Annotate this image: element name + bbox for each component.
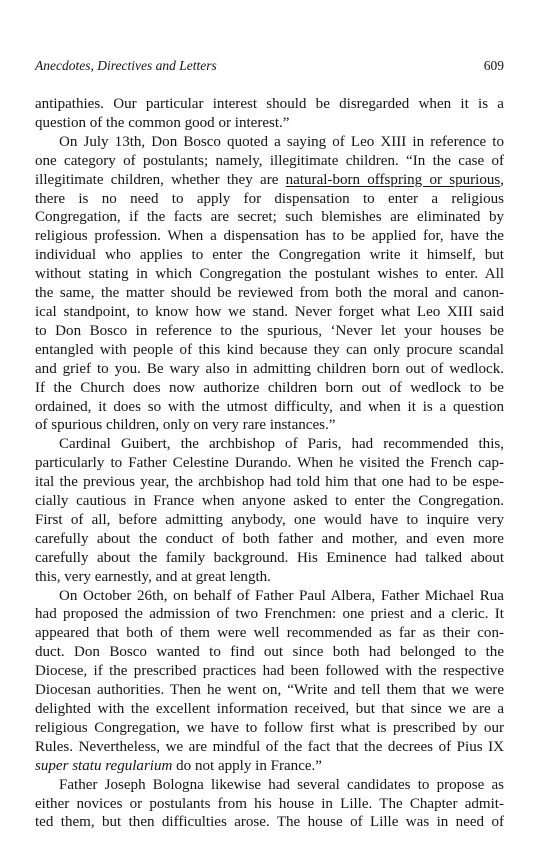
text-line: If the Church does now authorize children born out of wedlock to be (35, 379, 504, 396)
underlined-text: natural-born offspring or spurious (285, 171, 501, 188)
line-text: do not apply in France.” (172, 757, 322, 774)
text-line: Diocesan authorities. Then he went on, “Write and tell them that we were (35, 682, 504, 699)
text-line: ordained, it does so with the utmost difficulty, and when it is a question (35, 398, 504, 415)
text-line: antipathies. Our particular interest should be disregarded when it is a (35, 96, 504, 112)
text-line: entangled with people of this kind because they can only procure scandal (35, 341, 504, 358)
text-line: appeared that both of them were well recommended as far as their con- (35, 625, 504, 642)
text-line: carefully about the family background. His Eminence had talked about (35, 549, 504, 566)
body-text (35, 95, 504, 832)
text-line: carefully about the conduct of both father and mother, and even more (35, 530, 504, 547)
text-line (35, 171, 504, 190)
text-line: cially cautious in France when anyone asked to enter the Congregation. (35, 493, 504, 510)
text-line: ical standpoint, to know how we stand. Never forget what Leo XIII said (35, 303, 504, 320)
text-line: the same, the matter should be reviewed from both the moral and canon- (35, 285, 504, 302)
text-line: without stating in which Congregation the postulant wishes to enter. All (35, 266, 504, 283)
text-line: On July 13th, Don Bosco quoted a saying of Leo XIII in reference to (59, 133, 504, 150)
text-line: religious Congregation, we have to follow first what is prescribed by our (35, 719, 504, 736)
text-line: Father Joseph Bologna likewise had several candidates to propose as (59, 776, 504, 793)
text-line: and grief to you. Be wary also in admitting children born out of wedlock. (35, 360, 504, 377)
text-line: First of all, before admitting anybody, one would have to inquire very (35, 511, 504, 528)
line-text: , (500, 171, 505, 188)
page-number: 609 (483, 58, 504, 73)
text-line: had proposed the admission of two Frenchmen: one priest and a cleric. It (35, 606, 504, 623)
running-head-title: Anecdotes, Directives and Letters (35, 58, 217, 73)
text-line: Rules. Nevertheless, we are mindful of the fact that the decrees of Pius IX (35, 738, 504, 755)
text-line: this, very earnestly, and at great length. (35, 568, 271, 585)
text-line: Diocese, if the prescribed practices had been followed with the respective (35, 663, 504, 680)
text-line: one category of postulants; namely, illegitimate children. “In the case of (35, 152, 504, 169)
text-line: Cardinal Guibert, the archbishop of Paris, had recommended this, (59, 436, 504, 453)
text-line: to Don Bosco in reference to the spurious, ‘Never let your houses be (35, 322, 504, 339)
text-line: religious profession. When a dispensation has to be applied for, have the (35, 228, 504, 245)
text-line: duct. Don Bosco wanted to find out since both had belonged to the (35, 644, 504, 661)
text-line: of spurious children, only on very rare instances.” (35, 417, 336, 434)
text-line: ted them, but then difficulties arose. The house of Lille was in need of (35, 814, 504, 831)
text-line: delighted with the excellent information received, but that since we are a (35, 701, 504, 717)
text-line (35, 757, 504, 776)
text-line: there is no need to apply for dispensation to enter a religious (35, 190, 504, 207)
text-line: On October 26th, on behalf of Father Paul Albera, Father Michael Rua (59, 587, 504, 604)
running-head (35, 56, 504, 76)
text-line: ital the previous year, the archbishop had told him that one had to be espe- (35, 474, 504, 491)
text-line: Congregation, if the facts are secret; such blemishes are eliminated by (35, 209, 504, 226)
line-text: illegitimate children, whether they are (35, 171, 286, 188)
text-line: question of the common good or interest.” (35, 114, 290, 131)
text-line: particularly to Father Celestine Durando. When he visited the French cap- (35, 455, 504, 472)
text-line: either novices or postulants from his house in Lille. The Chapter admit- (35, 795, 504, 812)
text-line: individual who applies to enter the Congregation write it himself, but (35, 247, 504, 264)
italic-text: super statu regularium (35, 757, 173, 774)
